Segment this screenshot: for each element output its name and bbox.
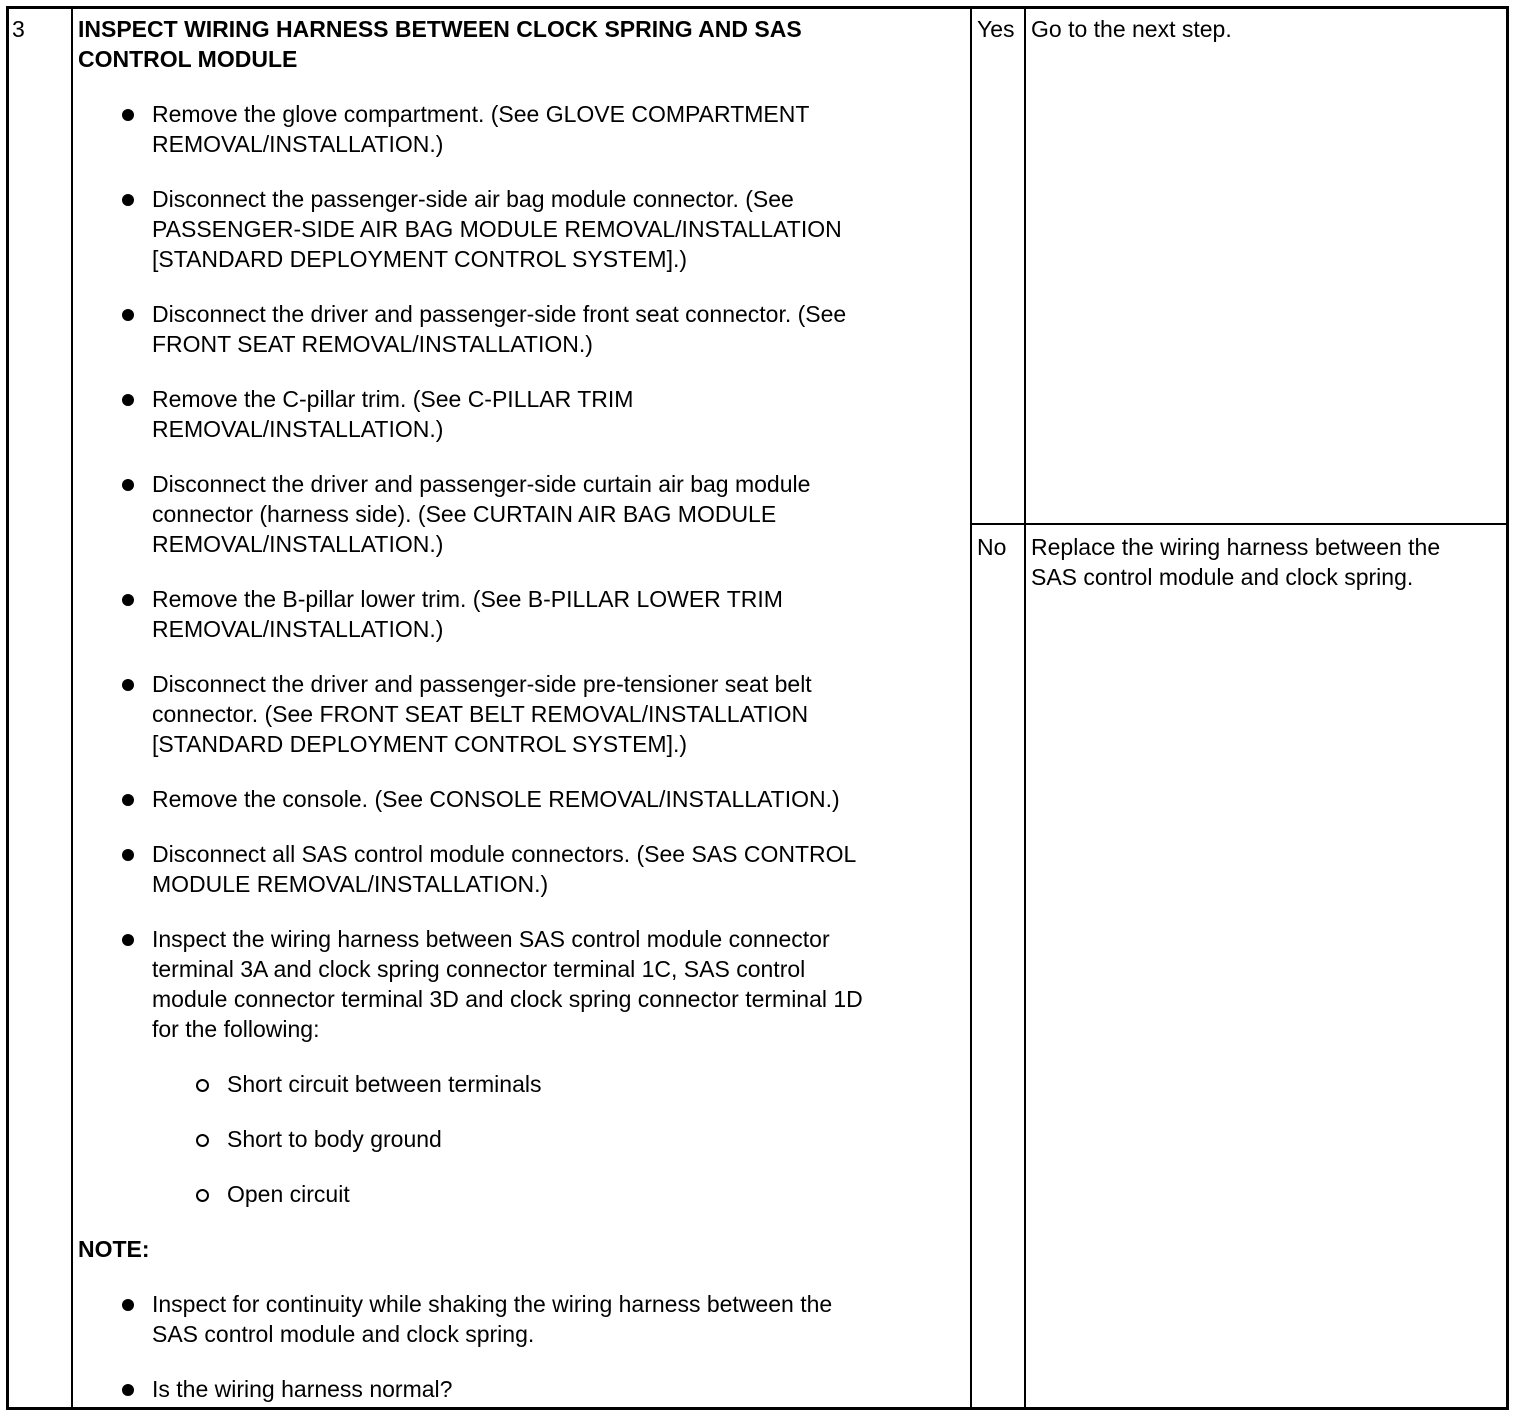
procedure-item-line: FRONT SEAT REMOVAL/INSTALLATION.) [152,331,593,357]
hollow-bullet-icon [196,1079,209,1092]
procedure-item-line: Inspect the wiring harness between SAS control module connector [152,926,830,952]
procedure-item-line: connector (harness side). (See CURTAIN AIR BAG MODULE [152,501,777,527]
procedure-item-line: Remove the B-pillar lower trim. (See B-PILLAR LOWER TRIM [152,586,783,612]
column-divider [71,9,73,1407]
note-item-line: Is the wiring harness normal? [152,1376,453,1402]
hollow-bullet-icon [196,1134,209,1147]
note-item-line: Inspect for continuity while shaking the wiring harness between the [152,1291,833,1317]
procedure-item-line: REMOVAL/INSTALLATION.) [152,131,444,157]
bullet-icon [122,194,134,206]
result-action-line: Go to the next step. [1031,16,1232,42]
sub-item-line: Short circuit between terminals [227,1071,542,1097]
procedure-item-line: REMOVAL/INSTALLATION.) [152,616,444,642]
bullet-icon [122,679,134,691]
hollow-bullet-icon [196,1189,209,1202]
procedure-item-line: for the following: [152,1016,320,1042]
procedure-item-line: Remove the C-pillar trim. (See C-PILLAR TRIM [152,386,634,412]
result-answer-yes: Yes [977,16,1015,42]
result-action-line: Replace the wiring harness between the [1031,534,1441,560]
procedure-item-line: REMOVAL/INSTALLATION.) [152,531,444,557]
procedure-item-line: Remove the glove compartment. (See GLOVE COMPARTMENT [152,101,810,127]
procedure-item-line: MODULE REMOVAL/INSTALLATION.) [152,871,549,897]
sub-item-line: Short to body ground [227,1126,442,1152]
procedure-item-line: Disconnect the driver and passenger-side front seat connector. (See [152,301,847,327]
bullet-icon [122,309,134,321]
bullet-icon [122,934,134,946]
bullet-icon [122,109,134,121]
procedure-item-line: Disconnect the driver and passenger-side pre-tensioner seat belt [152,671,812,697]
note-label: NOTE: [78,1236,150,1262]
note-item-line: SAS control module and clock spring. [152,1321,535,1347]
sub-item-line: Open circuit [227,1181,350,1207]
column-divider [1024,9,1026,1407]
procedure-item-line: PASSENGER-SIDE AIR BAG MODULE REMOVAL/INSTALLATION [152,216,842,242]
bullet-icon [122,594,134,606]
procedure-item-line: terminal 3A and clock spring connector terminal 1C, SAS control [152,956,806,982]
bullet-icon [122,849,134,861]
step-title-line: CONTROL MODULE [78,46,298,72]
procedure-item-line: REMOVAL/INSTALLATION.) [152,416,444,442]
procedure-item-line: Disconnect the driver and passenger-side curtain air bag module [152,471,811,497]
procedure-item-line: Remove the console. (See CONSOLE REMOVAL/INSTALLATION.) [152,786,840,812]
column-divider [970,9,972,1407]
bullet-icon [122,794,134,806]
procedure-item-line: Disconnect the passenger-side air bag module connector. (See [152,186,794,212]
step-number: 3 [12,16,25,42]
row-divider [970,523,1506,525]
procedure-item-line: [STANDARD DEPLOYMENT CONTROL SYSTEM].) [152,731,688,757]
procedure-item-line: Disconnect all SAS control module connectors. (See SAS CONTROL [152,841,857,867]
bullet-icon [122,1384,134,1396]
bullet-icon [122,394,134,406]
procedure-item-line: [STANDARD DEPLOYMENT CONTROL SYSTEM].) [152,246,688,272]
result-action-line: SAS control module and clock spring. [1031,564,1414,590]
diagnostic-step-table [6,6,1509,1410]
step-title-line: INSPECT WIRING HARNESS BETWEEN CLOCK SPRING AND SAS [78,16,802,42]
bullet-icon [122,479,134,491]
procedure-item-line: connector. (See FRONT SEAT BELT REMOVAL/INSTALLATION [152,701,809,727]
procedure-item-line: module connector terminal 3D and clock spring connector terminal 1D [152,986,863,1012]
result-answer-no: No [977,534,1007,560]
bullet-icon [122,1299,134,1311]
